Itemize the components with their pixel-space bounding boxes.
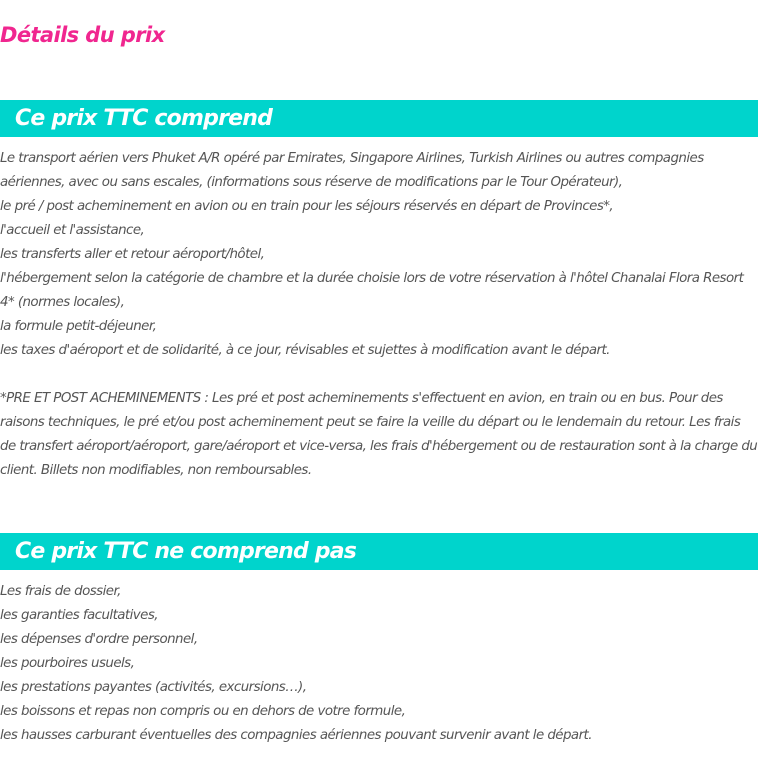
included-list	[0, 147, 758, 363]
transfer-note-text: *PRE ET POST ACHEMINEMENTS : Les pré et post acheminements s'effectuent en avion, en train ou en bus. Pour des raisons techniques, le pré et/ou post acheminement peut se faire la veille du départ ou le lendemain du retour. Les frais de transfert aéroport/aéroport, gare/aéroport et vice-versa, les frais d'hébergement ou de restauration sont à la charge du client. Billets non modifiables, non remboursables.	[0, 391, 758, 478]
excluded-item: les dépenses d'ordre personnel,	[0, 632, 198, 647]
excluded-item: Les frais de dossier,	[0, 584, 121, 599]
page-title: Détails du prix	[0, 23, 165, 47]
excluded-item: les pourboires usuels,	[0, 656, 135, 671]
included-item: Le transport aérien vers Phuket A/R opéré par Emirates, Singapore Airlines, Turkish Airlines ou autres compagnies aériennes, avec ou sans escales, (informations sous réserve de modifications par le Tour Opérateur),	[0, 151, 704, 190]
included-item: les taxes d'aéroport et de solidarité, à ce jour, révisables et sujettes à modification avant le départ.	[0, 343, 610, 358]
included-section-banner	[0, 100, 758, 137]
excluded-item: les prestations payantes (activités, excursions…),	[0, 680, 307, 695]
included-item: l'hébergement selon la catégorie de chambre et la durée choisie lors de votre réservation à l'hôtel Chanalai Flora Resort 4* (normes locales),	[0, 271, 744, 310]
excluded-item: les hausses carburant éventuelles des compagnies aériennes pouvant survenir avant le départ.	[0, 728, 592, 743]
excluded-section-banner	[0, 533, 758, 570]
included-item: l'accueil et l'assistance,	[0, 223, 145, 238]
included-item: la formule petit-déjeuner,	[0, 319, 157, 334]
included-item: le pré / post acheminement en avion ou en train pour les séjours réservés en départ de Provinces*,	[0, 199, 614, 214]
excluded-list	[0, 580, 758, 748]
excluded-item: les boissons et repas non compris ou en dehors de votre formule,	[0, 704, 406, 719]
included-heading: Ce prix TTC comprend	[15, 106, 273, 131]
excluded-heading: Ce prix TTC ne comprend pas	[15, 539, 357, 564]
excluded-item: les garanties facultatives,	[0, 608, 158, 623]
included-item: les transferts aller et retour aéroport/hôtel,	[0, 247, 265, 262]
transfer-note	[0, 387, 758, 483]
